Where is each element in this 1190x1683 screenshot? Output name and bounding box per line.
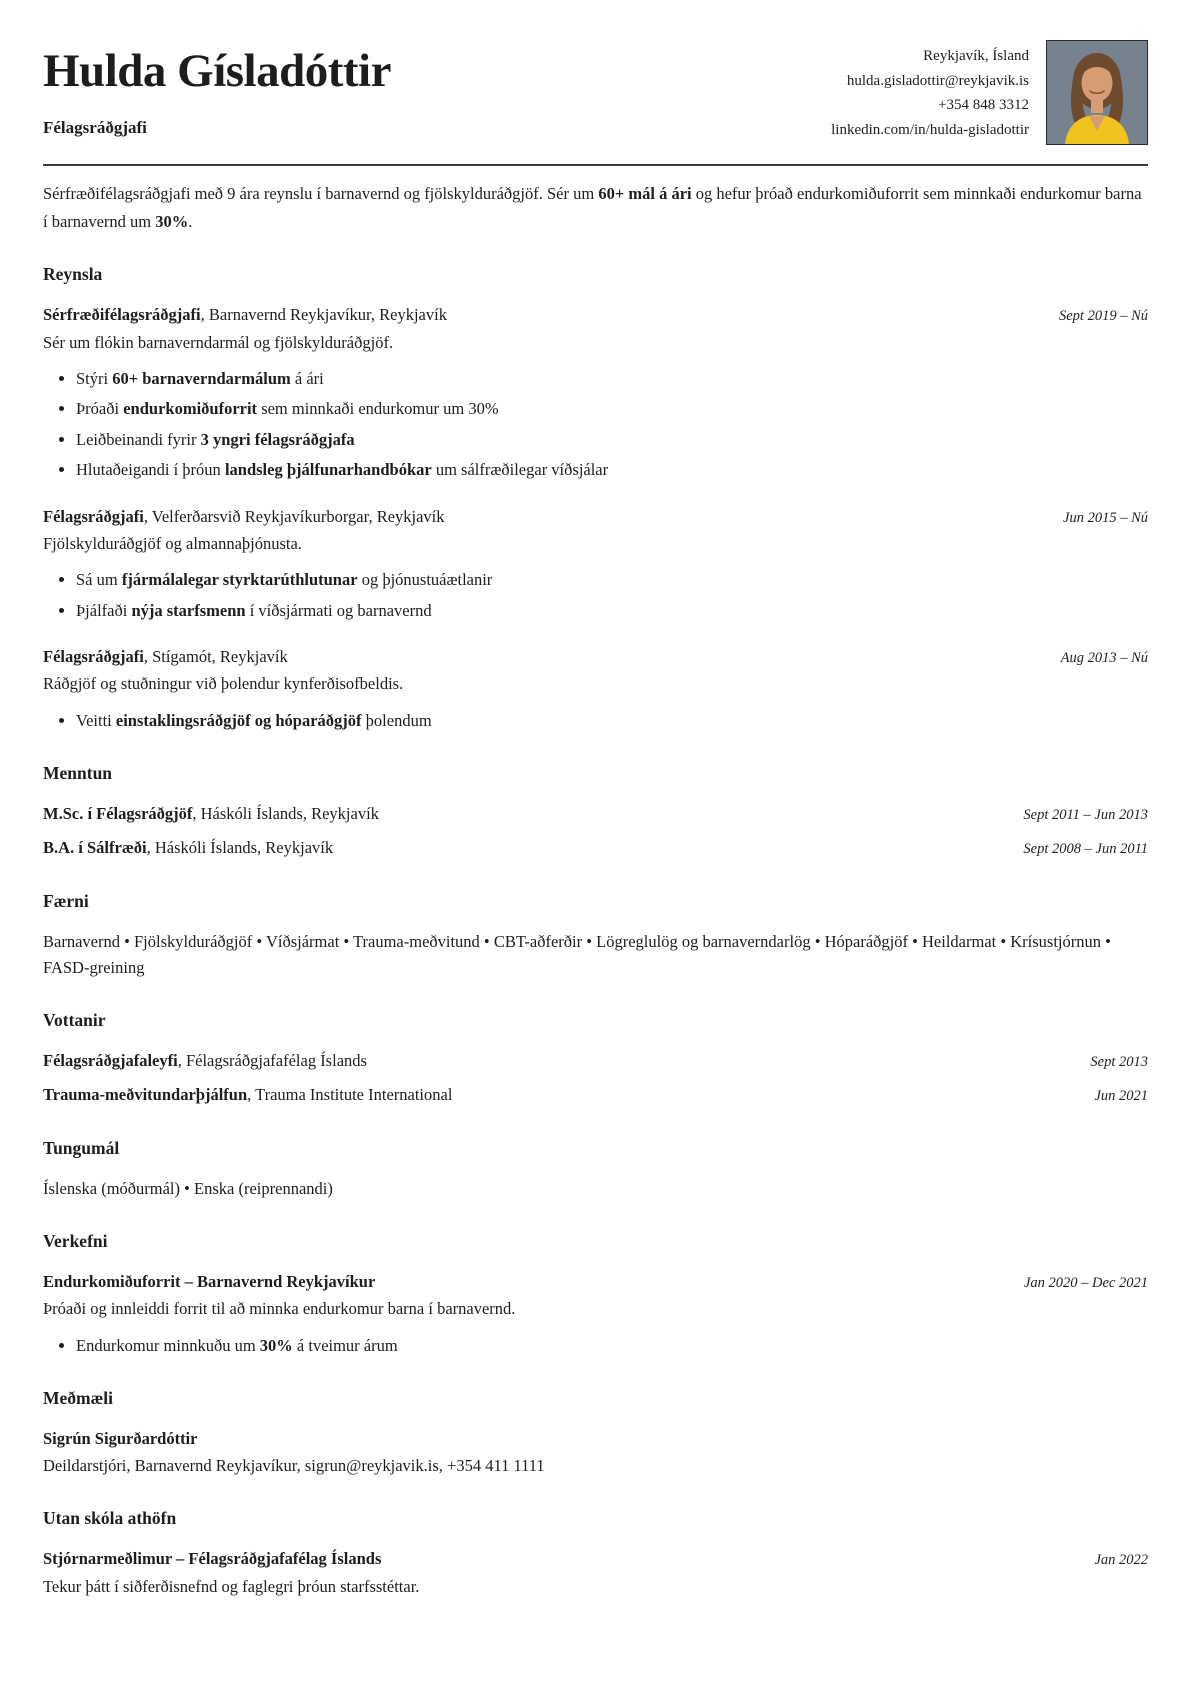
job-date: Jun 2015 – Nú bbox=[1063, 509, 1148, 526]
activity-name: Stjórnarmeðlimur – Félagsráðgjafafélag Íslands bbox=[43, 1549, 382, 1569]
section-heading-references: Meðmæli bbox=[43, 1387, 113, 1408]
degree-date: Sept 2008 – Jun 2011 bbox=[1023, 841, 1148, 858]
experience-entry bbox=[43, 504, 1148, 625]
contact-info bbox=[831, 40, 1029, 142]
job-bullet: • Stýri 60+ barnaverndarmálum á ári bbox=[76, 366, 1148, 392]
reference-name: Sigrún Sigurðardóttir bbox=[43, 1428, 198, 1448]
job-bullet-list bbox=[43, 567, 1148, 624]
job-bullet: • Veitti einstaklingsráðgjöf og hóparáðgjöf þolendum bbox=[76, 708, 1148, 734]
job-title-line bbox=[43, 302, 447, 328]
project-entry bbox=[43, 1269, 1148, 1359]
activity-description: Tekur þátt í siðferðisnefnd og faglegri þróun starfsstéttar. bbox=[43, 1576, 420, 1596]
skills-list: Barnavernd • Fjölskylduráðgjöf • Víðsjármat • Trauma-meðvitund • CBT-aðferðir • Lögreglulög og barnaverndarlög • Hóparáðgjöf • Heildarmat • Krísustjórnun • FASD-greining bbox=[43, 931, 1111, 977]
degree-date: Sept 2011 – Jun 2013 bbox=[1023, 807, 1148, 824]
job-bullet: • Sá um fjármálalegar styrktarúthlutunar og þjónustuáætlanir bbox=[76, 567, 1148, 593]
section-heading-projects: Verkefni bbox=[43, 1231, 108, 1251]
section-heading-education: Menntun bbox=[43, 763, 113, 784]
reference-detail: Deildarstjóri, Barnavernd Reykjavíkur, sigrun@reykjavik.is, +354 411 1111 bbox=[43, 1456, 545, 1476]
header bbox=[43, 40, 1148, 145]
job-title: Félagsráðgjafi bbox=[43, 506, 144, 526]
project-name: Endurkomiðuforrit – Barnavernd Reykjavíkur bbox=[43, 1271, 376, 1291]
section-heading-experience: Reynsla bbox=[43, 264, 103, 285]
header-divider bbox=[43, 164, 1148, 166]
project-description: Þróaði og innleiddi forrit til að minnka endurkomur barna í barnavernd. bbox=[43, 1299, 516, 1319]
education-entry bbox=[43, 835, 1148, 861]
section-heading-skills: Færni bbox=[43, 890, 89, 911]
certification-name: Félagsráðgjafaleyfi bbox=[43, 1051, 178, 1071]
contact-linkedin: linkedin.com/in/hulda-gisladottir bbox=[831, 121, 1029, 138]
activity-date: Jan 2022 bbox=[1094, 1552, 1148, 1569]
section-heading-certifications: Vottanir bbox=[43, 1010, 106, 1031]
header-contact-block bbox=[831, 40, 1148, 145]
person-role: Félagsráðgjafi bbox=[43, 117, 147, 137]
person-name: Hulda Gísladóttir bbox=[43, 45, 391, 97]
certification-entry bbox=[43, 1082, 1148, 1108]
job-bullet: • Leiðbeinandi fyrir 3 yngri félagsráðgjafa bbox=[76, 427, 1148, 453]
activity-entry bbox=[43, 1546, 1148, 1600]
certification-entry bbox=[43, 1048, 1148, 1074]
job-date: Sept 2019 – Nú bbox=[1058, 308, 1148, 325]
job-meta: , Barnavernd Reykjavíkur, Reykjavík bbox=[200, 305, 447, 325]
certification-name: Trauma-meðvitundarþjálfun bbox=[43, 1085, 248, 1105]
job-description: Sér um flókin barnaverndarmál og fjölskylduráðgjöf. bbox=[43, 332, 394, 352]
section-heading-languages: Tungumál bbox=[43, 1137, 120, 1158]
job-bullet-list bbox=[43, 366, 1148, 484]
certification-meta: , Trauma Institute International bbox=[247, 1085, 453, 1105]
job-header bbox=[43, 644, 1148, 670]
reference-entry bbox=[43, 1426, 1148, 1480]
project-date: Jan 2020 – Dec 2021 bbox=[1023, 1274, 1148, 1291]
project-bullet: • Endurkomur minnkuðu um 30% á tveimur árum bbox=[76, 1333, 1148, 1359]
degree-meta: , Háskóli Íslands, Reykjavík bbox=[146, 838, 334, 858]
degree-name: B.A. í Sálfræði bbox=[43, 838, 147, 858]
project-bullet-list bbox=[43, 1333, 1148, 1359]
job-meta: , Velferðarsvið Reykjavíkurborgar, Reykjavík bbox=[143, 506, 445, 526]
contact-email: hulda.gisladottir@reykjavik.is bbox=[846, 72, 1029, 89]
project-header bbox=[43, 1269, 1148, 1295]
job-title: Sérfræðifélagsráðgjafi bbox=[43, 305, 201, 325]
profile-photo bbox=[1046, 40, 1148, 145]
certification-date: Jun 2021 bbox=[1094, 1088, 1148, 1105]
header-identity bbox=[43, 40, 391, 141]
degree-meta: , Háskóli Íslands, Reykjavík bbox=[192, 804, 379, 824]
job-description: Fjölskylduráðgjöf og almannaþjónusta. bbox=[43, 533, 302, 553]
job-bullet: • Þróaði endurkomiðuforrit sem minnkaði endurkomur um 30% bbox=[76, 396, 1148, 422]
degree-line bbox=[43, 801, 379, 827]
certification-line bbox=[43, 1048, 367, 1074]
job-description: Ráðgjöf og stuðningur við þolendur kynferðisofbeldis. bbox=[43, 674, 404, 694]
certification-line bbox=[43, 1082, 452, 1108]
job-header bbox=[43, 504, 1148, 530]
section-heading-activities: Utan skóla athöfn bbox=[43, 1508, 177, 1529]
contact-location: Reykjavík, Ísland bbox=[923, 48, 1029, 64]
activity-header bbox=[43, 1546, 1148, 1572]
contact-phone: +354 848 3312 bbox=[938, 97, 1029, 113]
job-bullet-list bbox=[43, 708, 1148, 734]
job-meta: , Stígamót, Reykjavík bbox=[143, 647, 288, 667]
job-bullet: • Hlutaðeigandi í þróun landsleg þjálfunarhandbókar um sálfræðilegar víðsjálar bbox=[76, 457, 1148, 483]
job-bullet: • Þjálfaði nýja starfsmenn í víðsjármati og barnavernd bbox=[76, 598, 1148, 624]
experience-entry bbox=[43, 302, 1148, 483]
job-title-line bbox=[43, 504, 445, 530]
languages-list: Íslenska (móðurmál) • Enska (reiprennandi) bbox=[43, 1178, 333, 1198]
job-title-line bbox=[43, 644, 288, 670]
job-title: Félagsráðgjafi bbox=[43, 647, 144, 667]
degree-name: M.Sc. í Félagsráðgjöf bbox=[43, 804, 193, 824]
experience-entry bbox=[43, 644, 1148, 734]
degree-line bbox=[43, 835, 333, 861]
summary-paragraph: Sérfræðifélagsráðgjafi með 9 ára reynslu í barnavernd og fjölskylduráðgjöf. Sér um 60+ mál á ári og hefur þróað endurkomiðuforrit sem minnkaði endurkomur barna í barnavernd um 30%. bbox=[43, 184, 1142, 231]
job-header bbox=[43, 302, 1148, 328]
education-entry bbox=[43, 801, 1148, 827]
job-date: Aug 2013 – Nú bbox=[1060, 650, 1148, 667]
certification-date: Sept 2013 bbox=[1090, 1054, 1148, 1071]
certification-meta: , Félagsráðgjafafélag Íslands bbox=[177, 1051, 367, 1071]
